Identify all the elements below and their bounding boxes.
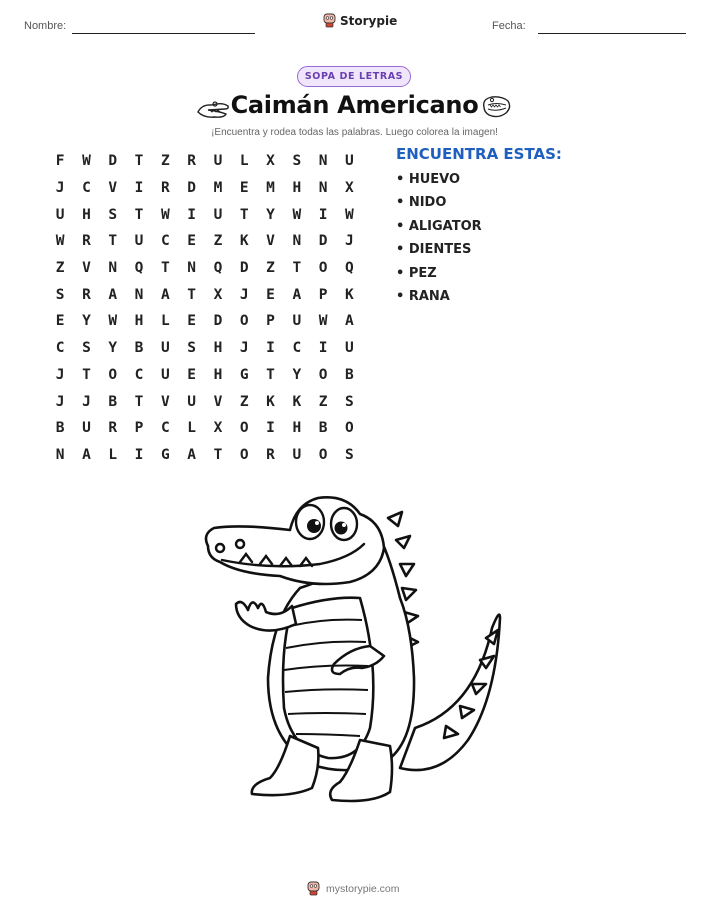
brand-logo [323, 13, 397, 28]
footer [307, 881, 400, 896]
name-line [72, 33, 255, 34]
grid-letter: V [82, 260, 91, 277]
grid-letter: W [108, 313, 118, 330]
grid-letter: Z [239, 393, 249, 410]
grid-letter: W [292, 206, 302, 223]
grid-letter: W [318, 313, 328, 330]
grid-letter: S [55, 286, 65, 303]
grid-letter: T [160, 260, 170, 277]
grid-letter: K [266, 393, 275, 410]
grid-letter: T [134, 153, 144, 170]
grid-letter: A [108, 286, 118, 303]
grid-letter: E [187, 233, 196, 250]
grid-letter: L [108, 446, 118, 463]
word-list-item: • RANA [396, 288, 450, 304]
grid-letter: M [213, 180, 223, 197]
date-label: Fecha: [492, 20, 526, 32]
grid-letter: Q [134, 260, 144, 277]
grid-letter: N [108, 260, 118, 277]
grid-letter: Y [108, 340, 118, 357]
word-list [396, 172, 482, 312]
grid-letter: F [55, 153, 65, 170]
grid-letter: T [187, 286, 196, 303]
grid-letter: R [187, 153, 196, 170]
grid-letter: V [266, 233, 275, 250]
grid-letter: W [345, 206, 354, 223]
storypie-mascot-icon [307, 881, 320, 896]
grid-letter: L [239, 153, 249, 170]
grid-letter: I [266, 340, 275, 357]
grid-letter: J [239, 286, 249, 303]
grid-letter: B [55, 420, 65, 437]
grid-letter: J [239, 340, 249, 357]
grid-letter: U [345, 340, 354, 357]
name-label: Nombre: [24, 20, 67, 32]
grid-letter: S [82, 340, 91, 357]
grid-letter: P [266, 313, 275, 330]
worksheet-type-badge: SOPA DE LETRAS [297, 66, 411, 87]
grid-letter: Z [55, 260, 65, 277]
grid-letter: T [213, 446, 223, 463]
grid-letter: S [345, 446, 354, 463]
grid-letter: D [239, 260, 249, 277]
grid-letter: Y [82, 313, 91, 330]
grid-letter: U [82, 420, 91, 437]
grid-letter: O [318, 366, 328, 383]
grid-letter: A [292, 286, 302, 303]
grid-letter: X [213, 286, 223, 303]
grid-letter: B [345, 366, 354, 383]
grid-letter: Y [266, 206, 275, 223]
grid-letter: N [318, 153, 328, 170]
word-list-item: • PEZ [396, 265, 437, 281]
grid-letter: T [134, 206, 144, 223]
grid-letter: Q [213, 260, 223, 277]
grid-letter: C [160, 420, 170, 437]
grid-letter: D [213, 313, 223, 330]
grid-letter: S [108, 206, 118, 223]
grid-letter: I [318, 206, 328, 223]
grid-letter: O [239, 446, 249, 463]
grid-letter: K [345, 286, 354, 303]
grid-letter: B [318, 420, 328, 437]
grid-letter: H [213, 340, 223, 357]
grid-letter: E [187, 366, 196, 383]
grid-letter: I [187, 206, 196, 223]
grid-letter: C [55, 340, 65, 357]
grid-letter: U [213, 153, 223, 170]
grid-letter: R [82, 286, 91, 303]
grid-letter: Y [292, 366, 302, 383]
grid-letter: U [55, 206, 65, 223]
grid-letter: T [292, 260, 302, 277]
grid-letter: B [108, 393, 118, 410]
grid-letter: R [160, 180, 170, 197]
grid-letter: O [345, 420, 354, 437]
grid-letter: W [82, 153, 91, 170]
grid-letter: A [82, 446, 91, 463]
grid-letter: L [160, 313, 170, 330]
grid-letter: U [292, 446, 302, 463]
grid-letter: H [134, 313, 144, 330]
grid-letter: E [187, 313, 196, 330]
page-title: Caimán Americano [230, 91, 479, 119]
grid-letter: U [160, 366, 170, 383]
grid-letter: V [160, 393, 170, 410]
footer-url: mystorypie.com [326, 882, 400, 895]
grid-letter: N [292, 233, 302, 250]
letter-grid [47, 148, 363, 468]
crocodile-head-right-icon [480, 93, 514, 121]
date-line [538, 33, 686, 34]
grid-letter: C [82, 180, 91, 197]
grid-letter: N [134, 286, 144, 303]
grid-letter: O [318, 446, 328, 463]
grid-letter: A [345, 313, 354, 330]
grid-letter: I [134, 446, 144, 463]
grid-letter: N [187, 260, 196, 277]
grid-letter: I [266, 420, 275, 437]
grid-letter: T [134, 393, 144, 410]
grid-letter: N [318, 180, 328, 197]
grid-letter: U [134, 233, 144, 250]
grid-letter: T [266, 366, 275, 383]
grid-letter: H [292, 420, 302, 437]
grid-letter: H [292, 180, 302, 197]
grid-letter: G [239, 366, 249, 383]
grid-letter: Z [318, 393, 328, 410]
grid-letter: O [108, 366, 118, 383]
word-list-item: • DIENTES [396, 242, 472, 258]
grid-letter: W [160, 206, 170, 223]
grid-letter: U [187, 393, 196, 410]
instructions: ¡Encuentra y rodea todas las palabras. Luego colorea la imagen! [211, 127, 498, 138]
grid-letter: T [82, 366, 91, 383]
grid-letter: Z [266, 260, 275, 277]
grid-letter: I [318, 340, 328, 357]
grid-letter: J [55, 393, 65, 410]
grid-letter: V [213, 393, 223, 410]
grid-letter: T [239, 206, 249, 223]
grid-letter: H [213, 366, 223, 383]
grid-letter: J [55, 180, 65, 197]
grid-letter: G [160, 446, 170, 463]
grid-letter: O [318, 260, 328, 277]
grid-letter: K [292, 393, 302, 410]
grid-letter: C [160, 233, 170, 250]
grid-letter: L [187, 420, 196, 437]
grid-letter: J [82, 393, 91, 410]
grid-letter: R [82, 233, 91, 250]
grid-letter: Q [345, 260, 354, 277]
grid-letter: E [266, 286, 275, 303]
word-list-item: • ALIGATOR [396, 218, 482, 234]
grid-letter: A [187, 446, 196, 463]
grid-letter: R [266, 446, 275, 463]
grid-letter: R [108, 420, 118, 437]
grid-letter: C [134, 366, 144, 383]
word-list-item: • NIDO [396, 195, 447, 211]
grid-letter: M [266, 180, 275, 197]
grid-letter: U [292, 313, 302, 330]
grid-letter: E [239, 180, 249, 197]
grid-letter: O [239, 420, 249, 437]
grid-letter: X [266, 153, 275, 170]
grid-letter: W [55, 233, 65, 250]
word-list-title: ENCUENTRA ESTAS: [396, 145, 562, 163]
grid-letter: X [213, 420, 223, 437]
grid-letter: Z [213, 233, 223, 250]
word-list-item: • HUEVO [396, 172, 461, 187]
grid-letter: P [134, 420, 144, 437]
grid-letter: N [55, 446, 65, 463]
grid-letter: P [318, 286, 328, 303]
grid-letter: D [108, 153, 118, 170]
grid-letter: U [345, 153, 354, 170]
grid-letter: O [239, 313, 249, 330]
storypie-mascot-icon [323, 13, 336, 28]
grid-letter: X [345, 180, 354, 197]
grid-letter: I [134, 180, 144, 197]
grid-letter: H [82, 206, 91, 223]
grid-letter: J [345, 233, 354, 250]
grid-letter: U [213, 206, 223, 223]
brand-name: Storypie [340, 13, 398, 28]
grid-letter: J [55, 366, 65, 383]
grid-letter: S [345, 393, 354, 410]
grid-letter: D [318, 233, 328, 250]
grid-letter: E [55, 313, 65, 330]
grid-letter: S [187, 340, 196, 357]
grid-letter: S [292, 153, 302, 170]
grid-letter: D [187, 180, 196, 197]
grid-letter: V [108, 180, 118, 197]
grid-letter: B [134, 340, 144, 357]
grid-letter: A [160, 286, 170, 303]
grid-letter: U [160, 340, 170, 357]
grid-letter: Z [160, 153, 170, 170]
grid-letter: C [292, 340, 302, 357]
grid-letter: T [108, 233, 118, 250]
alligator-coloring-illustration [200, 478, 510, 818]
grid-letter: K [239, 233, 249, 250]
